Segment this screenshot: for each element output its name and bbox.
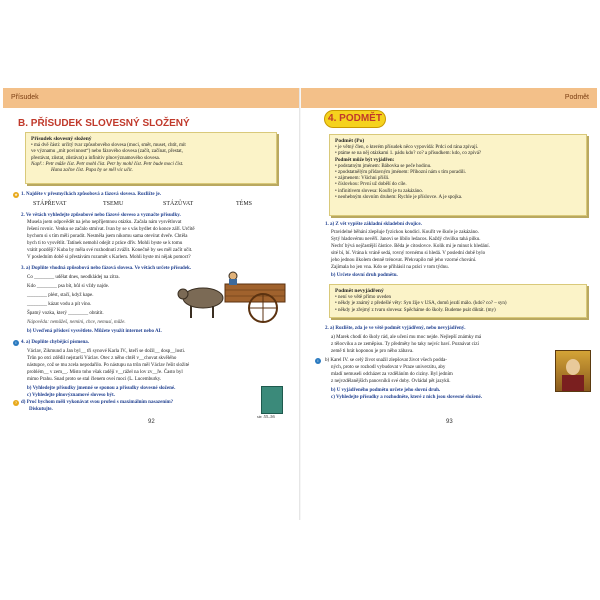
info-icon: i: [315, 358, 321, 364]
book-cover-image: [261, 386, 283, 414]
anagram-3: STÁZŮVAT: [163, 201, 194, 207]
definition-line: • má dvě části: určitý tvar způsobového slovesa (moci, smět, muset, chtít, mít: [31, 143, 186, 149]
definition-line: • zájmenem: Všichni přišli.: [335, 176, 390, 182]
exercise-4-line: Trůn po otci zdědil nejstarší Václav. Otec z něho chtěl v__chovat skvělého: [27, 356, 177, 361]
exercise-4d-cont: Diskutujte.: [29, 407, 53, 412]
exercise-4d: d) Proč bychom měli vykonávat svou profesi s maximálním nasazením?: [21, 400, 174, 405]
exercise-2a-line: z tělocviku a ze zeměpisu. Ty předměty ho taky nejvíc baví. Poznávat cizí: [331, 342, 479, 347]
exercise-1-line: Zajímala ho jen vna. Kdo se přihlásil na práci v tom týdnu.: [331, 265, 449, 270]
page-reference: str. 55–56: [257, 414, 275, 419]
exercise-1-line: Sytý hladovému nevěří. Janovi se líbilo ledacos. Každý chvilku tahá pilku.: [331, 237, 481, 242]
anagram-2: TSEMU: [103, 201, 124, 207]
right-header-title: Podmět: [564, 94, 589, 101]
exercise-2-line: vrátit později? Kuba by měla své rozhodnutí zvážit. Konečně by ses měl začít učit.: [27, 248, 193, 253]
exercise-2-line: V posledním době si přestávám rozumět s Karlem. Mohli byste mi nějak pomoct?: [27, 255, 191, 260]
left-page-number: 92: [148, 419, 155, 425]
exercise-1-line: Pravidelné běhání zlepšuje fyzickou kondici. Kouřit ve škole je zakázáno.: [331, 230, 479, 235]
right-page: [301, 88, 597, 520]
unexpressed-subject-box: [329, 284, 587, 318]
definition-line: přestávat, zůstat, zůstávat) a infinitiv plnovýznamového slovesa.: [31, 155, 160, 161]
left-page: [3, 88, 299, 520]
exercise-1b: b) Určete slovní druh podmětu.: [331, 273, 398, 278]
exercise-1-title: 1. a) Z vět vypište základní skladební dvojice.: [325, 222, 422, 227]
definition-box: [329, 134, 587, 216]
exercise-2-title: 2. Ve větách vyhledejte způsobové nebo fázové sloveso a vyznačte přísudky.: [21, 213, 181, 218]
anagram-1: STÁPŘEVAT: [33, 201, 67, 207]
exercise-2b-line: ných, proto se rozhodl vybudovat v Praze univerzitu, aby: [331, 365, 446, 370]
exercise-4-line: problém__ v zem__. Místo toho však radějí v__rážel na lov zv__ře. Často byl: [27, 370, 183, 375]
proverb-line: Špatný vozka, který ________ obrátit.: [27, 311, 104, 316]
box-line: • někdy je zřejmý z tvaru slovesa: Spěcháme do školy. Budeme psát diktát. (my): [335, 307, 496, 313]
exercise-4-line: nástupce, což se mu zcela nepodařilo. Po nástupu na trůn měl Václav řešit složité: [27, 363, 190, 368]
ox-cart-illustration: [173, 270, 291, 326]
right-page-header: [301, 88, 597, 108]
definition-line: • neohebným slovním druhem: Rychle je příslovce. A je spojka.: [335, 194, 463, 200]
exercise-3-hint: Nápověda: nemůžeš, nemini, chce, nemusí, může.: [27, 320, 126, 325]
definition-line: • podstatným jménem: Bábovka se peče hodinu.: [335, 163, 432, 169]
exercise-4-title: 4. a) Doplňte chybějící písmena.: [21, 340, 90, 345]
box-line: • někdy je známý z předešlé věty: Syn žije v USA, domů jezdí málo. (kdo? co? – syn): [335, 301, 507, 307]
exercise-2b-line: z nejvzdělanějších panovníků své doby. Ovládal pět jazyků.: [331, 379, 451, 384]
exercise-2-line: Musela jsem odpovědět na jeho nepříjemnou otázku. Začala nám vysvětlovat: [27, 220, 182, 225]
exercise-1-title: 1. Najděte v přesmyčkách způsobová a fázová slovesa. Rozližte je.: [21, 192, 161, 197]
portrait-image: [555, 350, 591, 392]
exercise-4c: c) Vyhledejte plnovýznamové sloveso být.: [27, 393, 115, 398]
exercise-4-line: Václav, Zikmund a Jan byl__ tři synové Karla IV., kteří se dožil__ dosp__losti.: [27, 349, 186, 354]
definition-line: Podmět může být vyjádřen:: [335, 157, 395, 163]
right-page-number: 93: [446, 419, 453, 425]
left-page-header: [3, 88, 299, 108]
proverb-line: Kdo ________ psa bít, hůl si vždy najde.: [27, 284, 110, 289]
definition-line: • ptáme se na něj otázkami 1. pádu kdo? co? a přísudkem: kdo, co zpívá?: [335, 151, 482, 157]
box-title: Podmět nevyjádřený: [335, 288, 384, 294]
definition-line: Hana začne číst. Papa by se měl vic učit.: [51, 168, 133, 174]
exercise-3b: b) Uveďená přísloví vysvětlete. Můžete využít internet nebo AI.: [27, 329, 162, 334]
exercise-4-line: mimo Prahu. Snad proto se stal členem oveí moci (L. Lucemburky.: [27, 377, 162, 382]
definition-line: • infinitivem slovesa: Kouřit je tu zakázáno.: [335, 188, 423, 194]
exercise-4b: b) Vyhledejte přísudky jmenné se sponou a přísudky slovesné složené.: [27, 386, 176, 391]
exercise-1-line: sité bí, bí. Vrána k vráně sedá, rovný rovnému si hledá. V poslední době bylo: [331, 251, 486, 256]
proverb-line: ________ kázat vodu a pít víno.: [27, 302, 92, 307]
exercise-2a-line: a) Marek chodí do školy rád, ale učení mu moc nejde. Nejlepší známky má: [331, 335, 482, 340]
proverb-line: Co ________ udělat dnes, neodkládej na zítra.: [27, 275, 120, 280]
exercise-icon: ★: [14, 192, 18, 197]
box-line: • není ve větě přímo uveden: [335, 295, 392, 301]
exercise-2b-task: b) U vyjádřeného podmětu určete jeho slovní druh.: [331, 388, 441, 393]
anagram-4: TÉMS: [236, 201, 253, 207]
discussion-icon: ?: [14, 400, 18, 405]
internet-icon: i: [13, 340, 19, 346]
section-title: B. PŘÍSUDEK SLOVESNÝ SLOŽENÝ: [18, 118, 190, 129]
proverb-line: ________ plést, stačí, když kape.: [27, 293, 94, 298]
definition-line: Např.: Petr může číst. Petr mohl číst. Petr by mohl číst. Petr bude moci číst.: [31, 161, 184, 167]
exercise-1-line: Nechť bývá nejčastější částice. Běda je citoslovce. Kolik mi je minut k hledání.: [331, 244, 490, 249]
definition-line: ve významu „mít povinnost“) nebo fázového slovesa (začít, začínat, přestat,: [31, 149, 183, 155]
definition-box-title: Přísudek slovesný složený: [31, 136, 92, 142]
exercise-2-line: bych ti to vysvětlit. Tatínek nemohl odejít z práce dřív. Mohli byste se k tomu: [27, 241, 183, 246]
definition-line: • číslovkou: První už dobělí do cíle.: [335, 182, 407, 188]
exercise-2-line: bychom si s tím měli poradit. Nesměla jsem nikomu sama otevírat dveře. Chtěla: [27, 234, 188, 239]
exercise-2a-line: země ti hrát koponou je pro něho zábava.: [331, 349, 414, 354]
exercise-3-title: 3. a) Doplňte vhodná způsobová nebo fázová slovesa. Ve větách určete přísudek.: [21, 266, 192, 271]
definition-line: • zpodstatnělým přídavným jménem: Přihozní nám s tím poradili.: [335, 170, 467, 176]
left-header-title: Přísudek: [11, 94, 39, 101]
exercise-2b-line: b) Karel IV. se celý život snažil zlepšovat život všech podda-: [325, 358, 447, 363]
definition-box-title: Podmět (Po): [335, 138, 365, 144]
exercise-2b-line: mladí nemuseli odcházet za vzděláním do ciziny. Byl jedním: [331, 372, 453, 377]
exercise-2-title: 2. a) Rozlište, zda je ve větě podmět vyjádřený, nebo nevyjádřený.: [325, 326, 466, 331]
section-badge: 4. PODMĚT: [324, 110, 386, 128]
exercise-2c-task: c) Vyhledejte přísudky a rozhodněte, které z nich jsou slovesné složené.: [331, 395, 483, 400]
definition-line: • je větný člen, o kterém přísudek něco vypovídá: Prdci od rána zpívají.: [335, 145, 479, 151]
textbook-spread: [3, 88, 597, 520]
definition-box: [25, 132, 277, 184]
exercise-2-line: řešení rovnic. Venku se začalo stmívat. Ivan by se s vás bydlet do konce září. Určitě: [27, 227, 195, 232]
exercise-1-line: jeho jednou ílkolem denně trénovat. Překvapilo mě jeho vzorné chování.: [331, 258, 477, 263]
